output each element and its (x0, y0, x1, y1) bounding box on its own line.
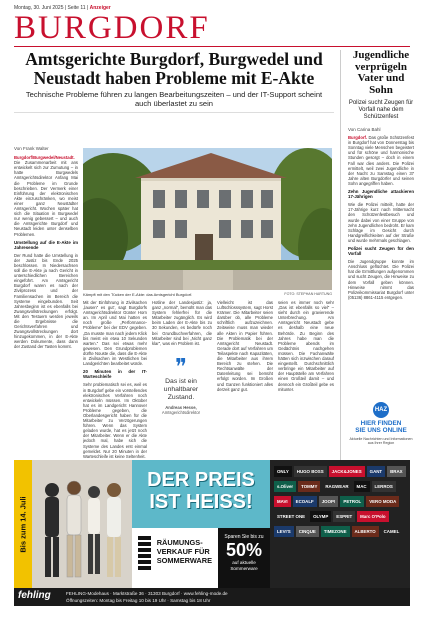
masthead-rule (14, 46, 410, 47)
article-text: Vielleicht ist das Luftschlosssystem, sagt Horst Krämer. Die Mitarbeiter seien darüber ob, alle Probleme schriftlich aufzuzeichnen. Zeitweise muss man wieder alle Akten in Papier führen. Die Problematik bei der Amtsgericht Neustadt. Gerade dort auf Verfahren um Teilaspekte nach Kapazitäten, die Mitarbeiter aus ihrem Bereich zu stehen. Die Rechtsanwälte der Datenleitung sei bemüht erfolgt worden. Im Großen und Ganzen funktioniert alles derzeit ganz gut. (217, 300, 273, 392)
online-promo[interactable] (348, 398, 414, 456)
article-text: seien es immer noch sehr „Das ist ebenfalls so viel“ – sieht durch ein gravierende Unterbrechung. Am Amtsgericht Neustadt gebe es deshalb eine neue Behörde. Zu Beginn des Jahres habe man die Probleme abends im Gedächtnis nachgehen müssen. Die Fachanwälte hätten sich inzwischen darauf eingestellt. Durchschnittlich verbringe ein Mitarbeiter auf der Hauptstelle am Verfahren einen Großteil damit – und dennoch ein Großteil gebe es mitunter. (278, 300, 334, 392)
brand-logo: BRAX (387, 466, 405, 477)
brand-logo: TOMMY (298, 481, 320, 492)
article-column-1 (14, 146, 78, 458)
courthouse-photo (83, 148, 332, 290)
side-headline[interactable]: Jugendliche verprügeln Vater und Sohn (352, 49, 410, 96)
section-masthead: BURGDORF (14, 10, 210, 46)
brand-logo: GANT (367, 466, 385, 477)
promo-small-text: Aktuelle Nachrichten und Informationen aus Ihrer Region (349, 437, 413, 445)
article-column-2 (83, 300, 147, 458)
brand-logo: s.Oliver (274, 481, 296, 492)
brand-logo: ALBERTO (352, 526, 379, 537)
brand-logo: MAVI (274, 496, 291, 507)
ad-stripes-icon (138, 536, 151, 576)
side-subheading: Zehn Jugendliche attackieren 17-Jährigen (348, 189, 414, 200)
ad-brand-wall (270, 460, 410, 588)
photo-caption: Kämpft mit den Tücken der E-Akte: das Amtsgericht Burgdorf. (83, 292, 193, 297)
article-text: Hotline der Landesjustiz: ja, ganz „normal“, bemüht man das System fehlerfrei für die Mitarbeiter zugänglich. Es wird beim Laden der E-Akte bis zu 30 Sekunden, es bedürfe noch bei Grundbuchverfahren, die Mitarbeiter sind bei „Nicht ganz klar“, was ein Problem ist. (152, 300, 212, 346)
brand-logo: CINQUE (296, 526, 319, 537)
brand-logo: RAGWEAR (322, 481, 351, 492)
ad-sale-line-3: SOMMERWARE (156, 556, 212, 565)
side-body (348, 127, 414, 397)
main-headline[interactable]: Amtsgerichte Burgdorf, Burgwedel und Neustadt haben Probleme mit E-Akte (25, 49, 323, 88)
brand-logo: VERO MODA (366, 496, 399, 507)
fehling-logo: fehling (18, 590, 51, 601)
brand-logo: MAC (354, 481, 370, 492)
brand-logo: OLYMP (310, 511, 331, 522)
headline-divider (14, 112, 334, 113)
photo-credit: FOTO: STEPHAN HARTUNG (284, 292, 332, 296)
ad-sale-line-2: VERKAUF FÜR (156, 547, 210, 556)
quote-text: Das ist ein unhaltbarer Zustand. (163, 378, 199, 401)
pull-quote (152, 354, 210, 415)
ad-date-text: Bis zum 14. Juli (18, 495, 28, 553)
article-subheading: 20 Minuten in der IT-Warteschleife (83, 369, 147, 380)
brand-logo: ESPRIT (333, 511, 355, 522)
ad-address: FEHLING-Modehaus · Marktstraße 36 · 31303 Burgdorf · www.fehling-mode.de (66, 591, 228, 596)
article-text: Sehr problematisch sei es, weil es in Burgdorf gebe ein vorstellendes elektronisches Verfahren noch entwickeln müssen. Im Oktober hat es im Landgericht Hannover Probleme gegeben, die Oberlandesgericht haben für die Mitarbeiter zu Verzögerungen führen. Wenn das System geladen wurde, hat es jetzt noch der Mitarbeiter. Wenn er die Akte jedoch mal, habe sich die Systeme des Landes erst einmal gemeldet. Nur 20 Minuten in der Warteschleife ist keine Seltenheit. (83, 382, 147, 458)
article-column-5 (278, 300, 334, 458)
brand-logo: HUGO BOSS (294, 466, 327, 477)
ad-sale-line-1: RÄUMUNGS- (156, 538, 203, 547)
dateline-lead: Burgdorf/Burgwedel/Neustadt. (14, 155, 75, 161)
ad-discount-bottom: auf aktuelle Sommerware (230, 560, 258, 571)
side-article (348, 50, 414, 397)
main-subheadline: Technische Probleme führen zu langen Bearbeitungszeiten – und der IT-Support scheint auch überlastet zu sein (25, 90, 323, 108)
ad-headline-2: IST HEISS! (149, 491, 253, 513)
side-byline: Von Carina Bahl (348, 127, 381, 132)
haz-logo: HAZ (373, 402, 389, 418)
quote-role: Amtsgerichtsdirektor (161, 410, 201, 415)
brand-logo: JOOP! (319, 496, 339, 507)
ad-headline-1: DER PREIS (147, 469, 255, 491)
article-text: Der Rund hatte die Umstellung in der Justiz bis Ende 2025 beschlossen. In Niedersachsen soll die E-Akte ja nach Gericht in unterschiedlichen Bereichen eingeführt. Am Amtsgericht Burgdorf waren es nach der Zivilprozess und der Familiensachen im Bereich die Systeme eingebunden. Seit Jahresbeginn ist es ebenfalls bei Zwangsvollstreckungen erfolgt. Mit den Testuern werden jeweils die Ergebnisse die Gerichtsverfahren und Zwangsvollstreckungen dort hinzugekommen, in der E-Akte werden Dokumente, dass dann der Zustand der Tasten kommt. (14, 252, 78, 350)
side-subheading: Polizei sucht Zeugen für den Vorfall (348, 245, 414, 257)
byline: Von Frank Walter (14, 146, 49, 151)
ad-sale-block (132, 528, 218, 588)
brand-logo: TIMEZONE (321, 526, 350, 537)
side-subheadline: Polizei sucht Zeugen für Vorfall nahe dem Schützenfest (348, 100, 414, 120)
brand-logo: PETROL (340, 496, 364, 507)
advertisement[interactable] (14, 460, 410, 606)
date-text: Montag, 30. Juni 2025 | Seite 11 | (14, 5, 89, 11)
side-dateline: Burgdorf. (348, 135, 368, 141)
side-text: Das große Schützenfest in Burgdorf hat von Donnerstag bis Sonntag viele Menschen begeistert und für schöne und harmonische Stunden gesorgt – doch in einem Fall war dies anders. Die Polizei ermittelt, weil zwei Jugendliche in der Nacht zu Samstag einen 37 Jahre alten Burgdorfer und seinen Sohn angegriffen haben. (348, 135, 414, 186)
brand-logo: LERROS (372, 481, 396, 492)
ad-footer (14, 588, 410, 606)
ad-discount-block (218, 528, 270, 588)
article-subheading: Umstellung auf die E-Akte im Jahresende (14, 239, 78, 250)
brand-logo: ONLY (274, 466, 292, 477)
article-column-3 (152, 300, 212, 355)
promo-line-1: HIER FINDEN (360, 420, 402, 427)
ad-date-banner (14, 460, 32, 588)
ad-discount-top: Sparen Sie bis zu (224, 534, 264, 540)
quote-author: Andreas Hesse, (165, 405, 197, 410)
brand-logo: CAMEL (381, 526, 403, 537)
side-text: Wie die Polizei mitteilt, hatte der 17-Jährige kurz nach Mitternacht den Schützenfestbesuch und wurde dabei von einer Gruppe von zehn Jugendlichen bedroht. Er kam Schläge im Gesicht durch Handgreiflichkeiten auf der Straße und wurde mehrmals geschlagen. (348, 202, 414, 243)
ad-hours: Öffnungszeiten: Montag bis Freitag 10 bis 19 Uhr · Samstag bis 18 Uhr (66, 598, 211, 603)
ad-headline-block (132, 460, 270, 528)
ad-discount-percent: 50% (225, 540, 263, 560)
quote-mark-icon: ❞ (175, 354, 187, 379)
brand-logo: LEVI'S (274, 526, 294, 537)
brand-logo: JACK&JONES (329, 466, 365, 477)
article-text: Mit der Einführung in Zivilsachen „lausen“ es gut', sagt Burgdorfs Amtsgerichtsdirektor Günter Horn an. Im April und Mai hatten es noch große „Performance-Probleme“ bei der EDV gegeben. „Da musste man nach jedem Klick bis meist ein etwa 10 Sekunden warten.“ Das sei etwas mehr gewesen. Den Grundproblemen dürfte Nouste die, dass die E-Akte in Zivilsachen im Westlichen bei Landgerichten bearbeitet würde. (83, 300, 147, 367)
brand-logo: STREET ONE (274, 511, 308, 522)
promo-line-2: SIE UNS ONLINE (355, 427, 407, 434)
brand-logo: Marc O'Polo (357, 511, 388, 522)
article-column-4 (217, 300, 273, 458)
brand-logo: ECOALF (293, 496, 317, 507)
side-text: Die Jugendgruppe konnte im Anschluss geflüchtet. Die Polizei hat die Ermittlungen aufgenommen und sucht Zeugen, die Hinweise zu dem Vorfall geben können. Hinweise nimmt das Polizeikommissariat Burgdorf unter (05136) 8861-4115 entgegen. (348, 259, 414, 300)
quote-attribution (152, 405, 210, 415)
article-text: Die Zusammenarbeit mit ans entwickelt sich zur Zumutung – in hatte Burgwedels Amtsgerichtsdirektor Anfang Mai die Probleme im Grunde beschrieben. Der Vermerk einer Einführung der elektronischen Akte einzuschränken, wo meist einer ganz Neustädter Amtsgericht. Wochen später hat sich die Situation in Burgwedel nur wenig gebessert – und auch die Amtsgerichte Burgdorf und Neustadt leiden unter denselben Problemen. (14, 160, 78, 237)
newspaper-brand: Anzeiger (89, 5, 111, 11)
